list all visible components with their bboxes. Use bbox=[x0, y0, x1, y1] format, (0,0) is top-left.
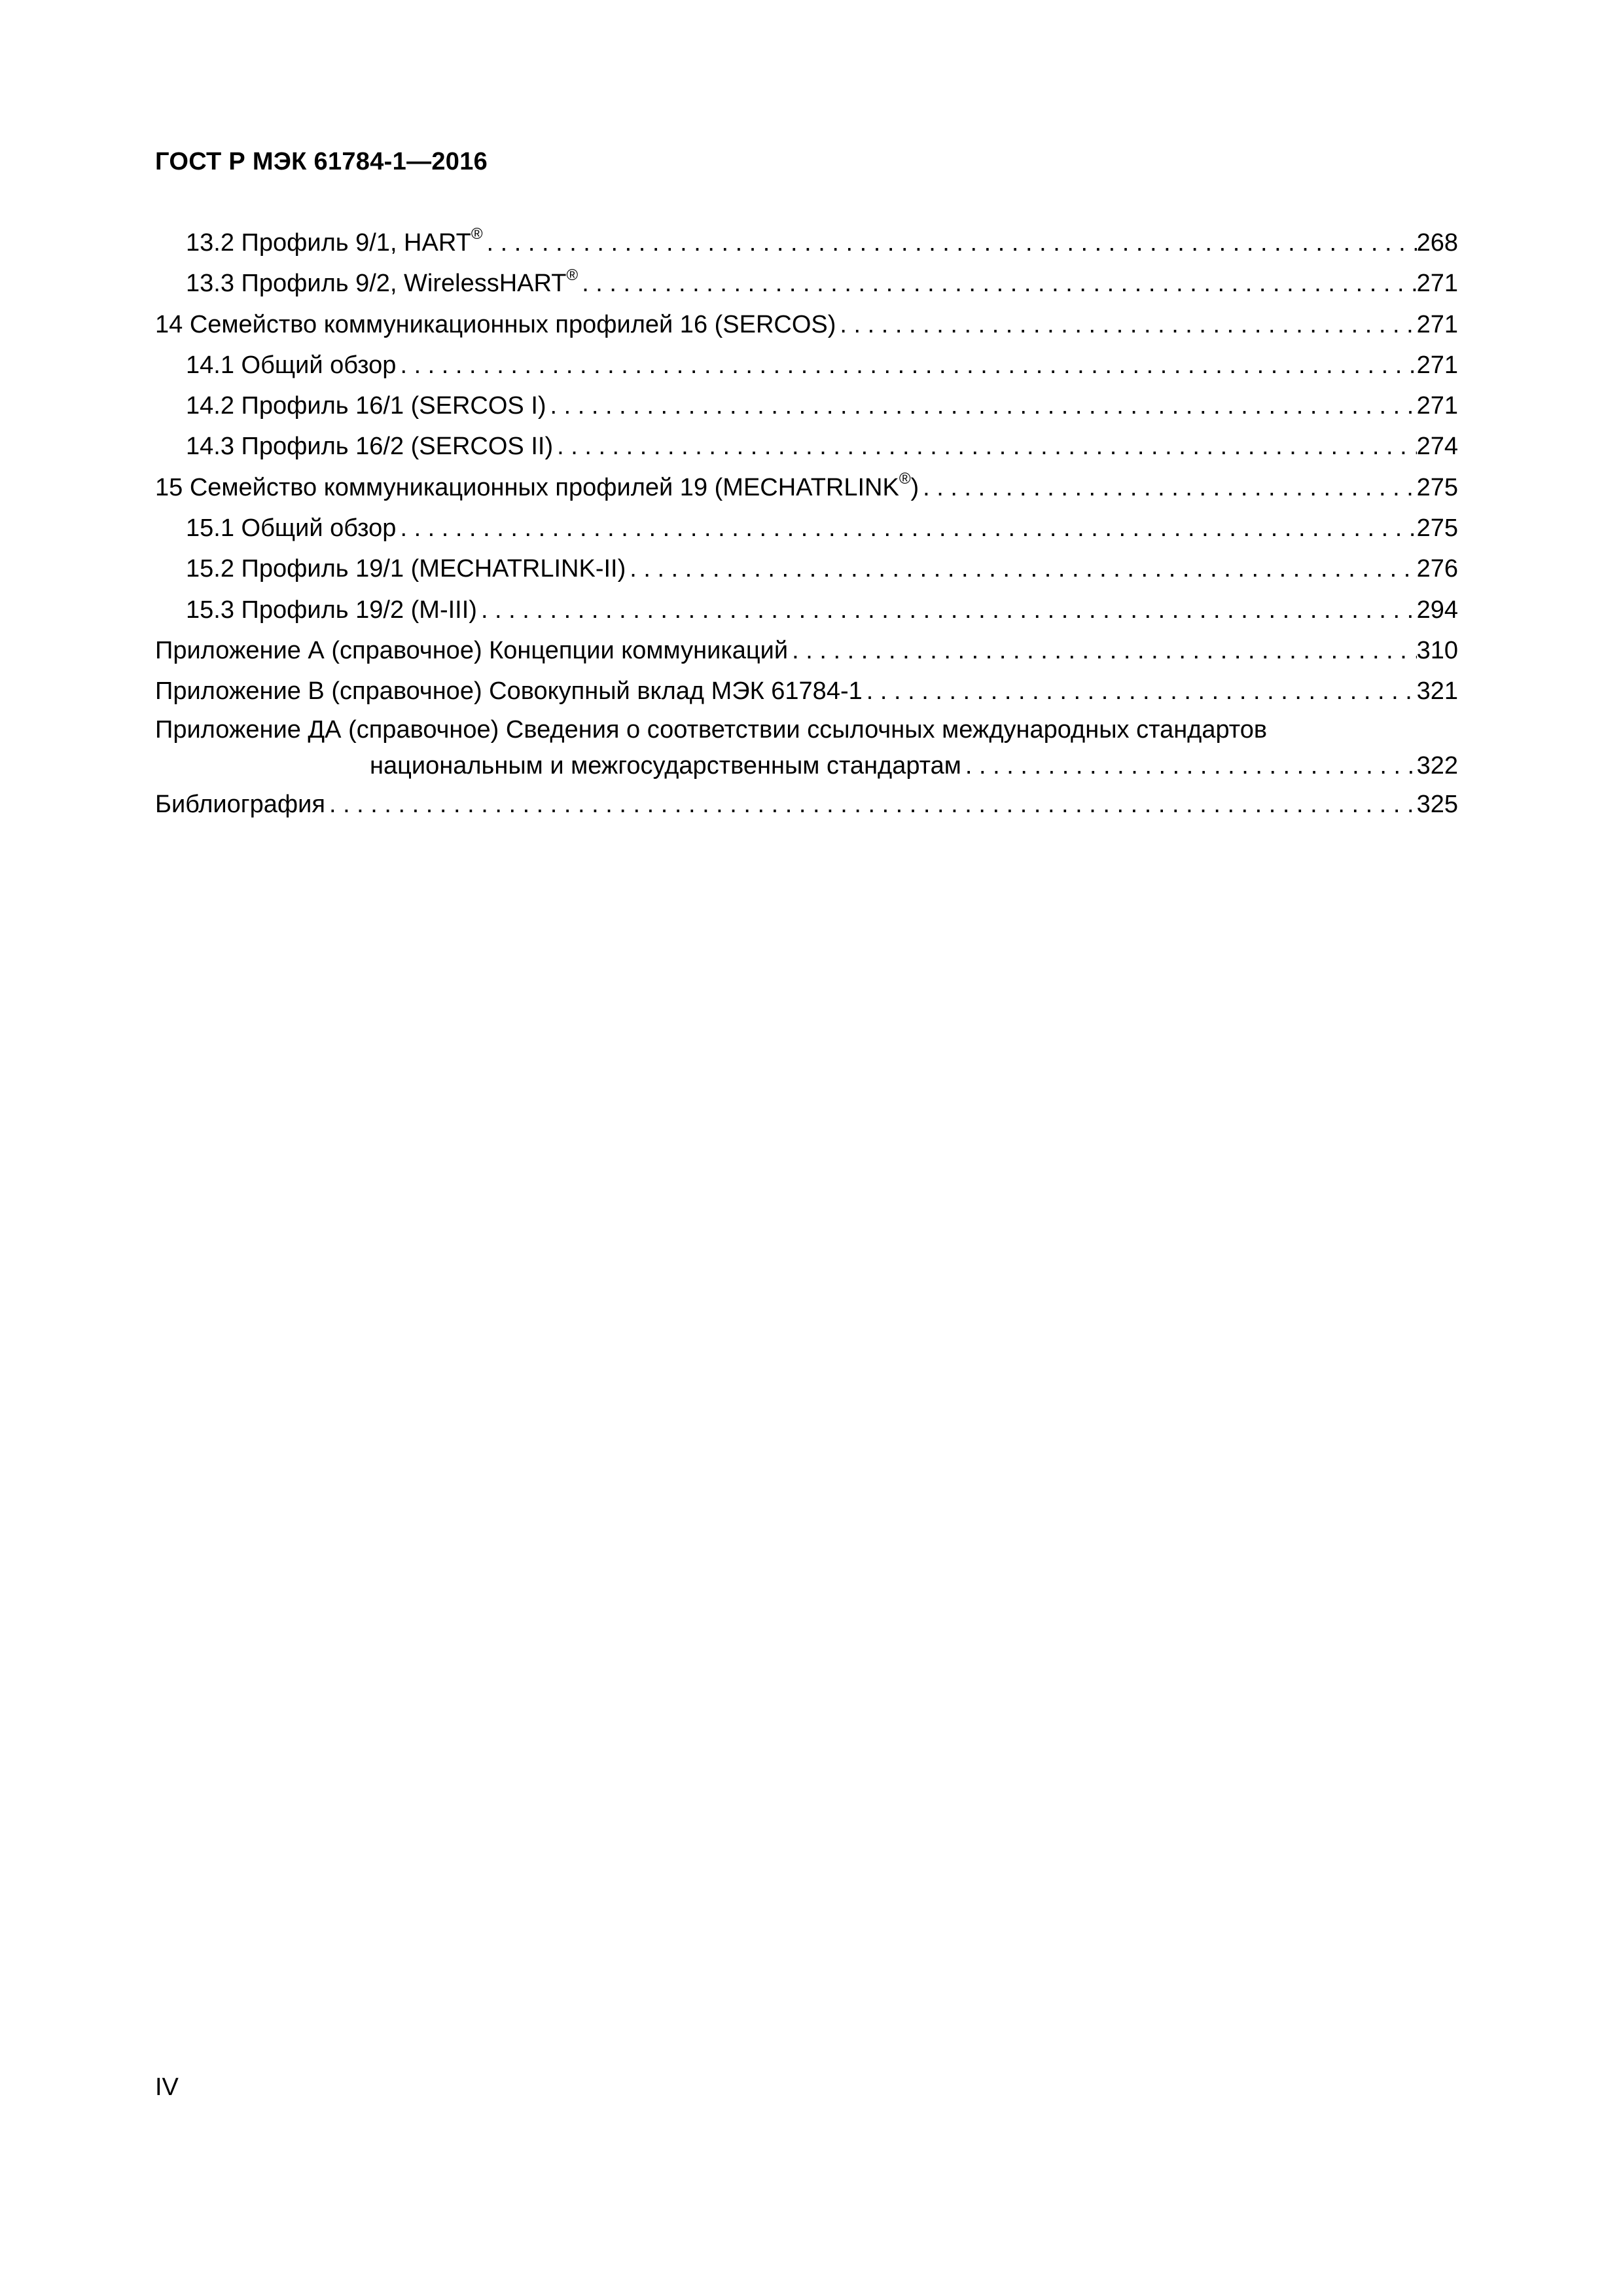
registered-mark: ® bbox=[899, 470, 911, 488]
dot-leader bbox=[483, 223, 1417, 263]
toc-entry-title: Библиография bbox=[155, 784, 325, 825]
toc-entry-title: 14.1 Общий обзор bbox=[186, 345, 396, 386]
toc-entry-page: 321 bbox=[1416, 677, 1458, 706]
document-header: ГОСТ Р МЭК 61784-1—2016 bbox=[155, 148, 488, 175]
toc-entry-page: 275 bbox=[1416, 514, 1458, 543]
toc-entry-title: 13.2 Профиль 9/1, HART® bbox=[186, 223, 483, 263]
toc-entry-title: 15.2 Профиль 19/1 (MECHATRLINK-II) bbox=[186, 548, 626, 589]
toc-entry-bibliography[interactable] bbox=[155, 784, 1458, 825]
toc-entry-continuation bbox=[155, 747, 1458, 784]
dot-leader bbox=[396, 345, 1416, 386]
toc-entry-page: 294 bbox=[1416, 596, 1458, 624]
dot-leader bbox=[578, 263, 1416, 304]
toc-entry-page: 325 bbox=[1416, 790, 1458, 818]
dot-leader bbox=[961, 747, 1417, 784]
dot-leader bbox=[626, 548, 1416, 589]
toc-entry-page: 271 bbox=[1416, 392, 1458, 420]
toc-entry-page: 275 bbox=[1416, 473, 1458, 501]
toc-entry-15-3[interactable] bbox=[155, 590, 1458, 630]
toc-entry-13-3[interactable] bbox=[155, 263, 1458, 304]
toc-entry-title-continued: национальным и межгосударственным стандартам bbox=[370, 747, 961, 784]
toc-entry-page: 276 bbox=[1416, 555, 1458, 583]
dot-leader bbox=[919, 467, 1416, 508]
toc-entry-title: 14 Семейство коммуникационных профилей 16 (SERCOS) bbox=[155, 304, 836, 345]
dot-leader bbox=[546, 386, 1417, 426]
toc-entry-page: 274 bbox=[1416, 433, 1458, 461]
toc-entry-title: 15 Семейство коммуникационных профилей 19 (MECHATRLINK®) bbox=[155, 467, 919, 508]
toc-entry-14[interactable] bbox=[155, 304, 1458, 345]
dot-leader bbox=[396, 508, 1416, 548]
dot-leader bbox=[325, 784, 1417, 825]
table-of-contents bbox=[155, 223, 1458, 825]
toc-entry-page: 271 bbox=[1416, 310, 1458, 338]
toc-entry-title: 13.3 Профиль 9/2, WirelessHART® bbox=[186, 263, 578, 304]
dot-leader bbox=[477, 590, 1417, 630]
toc-entry-page: 271 bbox=[1416, 270, 1458, 298]
toc-entry-appendix-b[interactable] bbox=[155, 671, 1458, 711]
dot-leader bbox=[836, 304, 1416, 345]
toc-entry-title: 14.3 Профиль 16/2 (SERCOS II) bbox=[186, 426, 553, 467]
toc-entry-title: Приложение ДА (справочное) Сведения о соответствии ссылочных международных стандартов bbox=[155, 715, 1268, 744]
toc-entry-title: Приложение В (справочное) Совокупный вклад МЭК 61784-1 bbox=[155, 671, 863, 711]
toc-entry-title: 15.3 Профиль 19/2 (M-III) bbox=[186, 590, 477, 630]
toc-entry-13-2[interactable] bbox=[155, 223, 1458, 263]
toc-entry-appendix-a[interactable] bbox=[155, 630, 1458, 671]
toc-entry-title: Приложение А (справочное) Концепции коммуникаций bbox=[155, 630, 788, 671]
toc-entry-14-3[interactable] bbox=[155, 426, 1458, 467]
toc-entry-15[interactable] bbox=[155, 467, 1458, 508]
dot-leader bbox=[788, 630, 1416, 671]
toc-entry-15-2[interactable] bbox=[155, 548, 1458, 589]
dot-leader bbox=[553, 426, 1417, 467]
toc-entry-page: 271 bbox=[1416, 351, 1458, 379]
toc-entry-15-1[interactable] bbox=[155, 508, 1458, 548]
registered-mark: ® bbox=[471, 225, 483, 243]
toc-entry-page: 268 bbox=[1416, 229, 1458, 257]
toc-entry-title: 15.1 Общий обзор bbox=[186, 508, 396, 548]
page-number: IV bbox=[155, 2073, 179, 2101]
toc-entry-page: 310 bbox=[1416, 636, 1458, 664]
toc-entry-page: 322 bbox=[1416, 751, 1458, 780]
dot-leader bbox=[863, 671, 1417, 711]
registered-mark: ® bbox=[566, 266, 579, 284]
toc-entry-14-2[interactable] bbox=[155, 386, 1458, 426]
toc-entry-title: 14.2 Профиль 16/1 (SERCOS I) bbox=[186, 386, 546, 426]
toc-entry-appendix-da[interactable] bbox=[155, 712, 1458, 784]
toc-entry-14-1[interactable] bbox=[155, 345, 1458, 386]
